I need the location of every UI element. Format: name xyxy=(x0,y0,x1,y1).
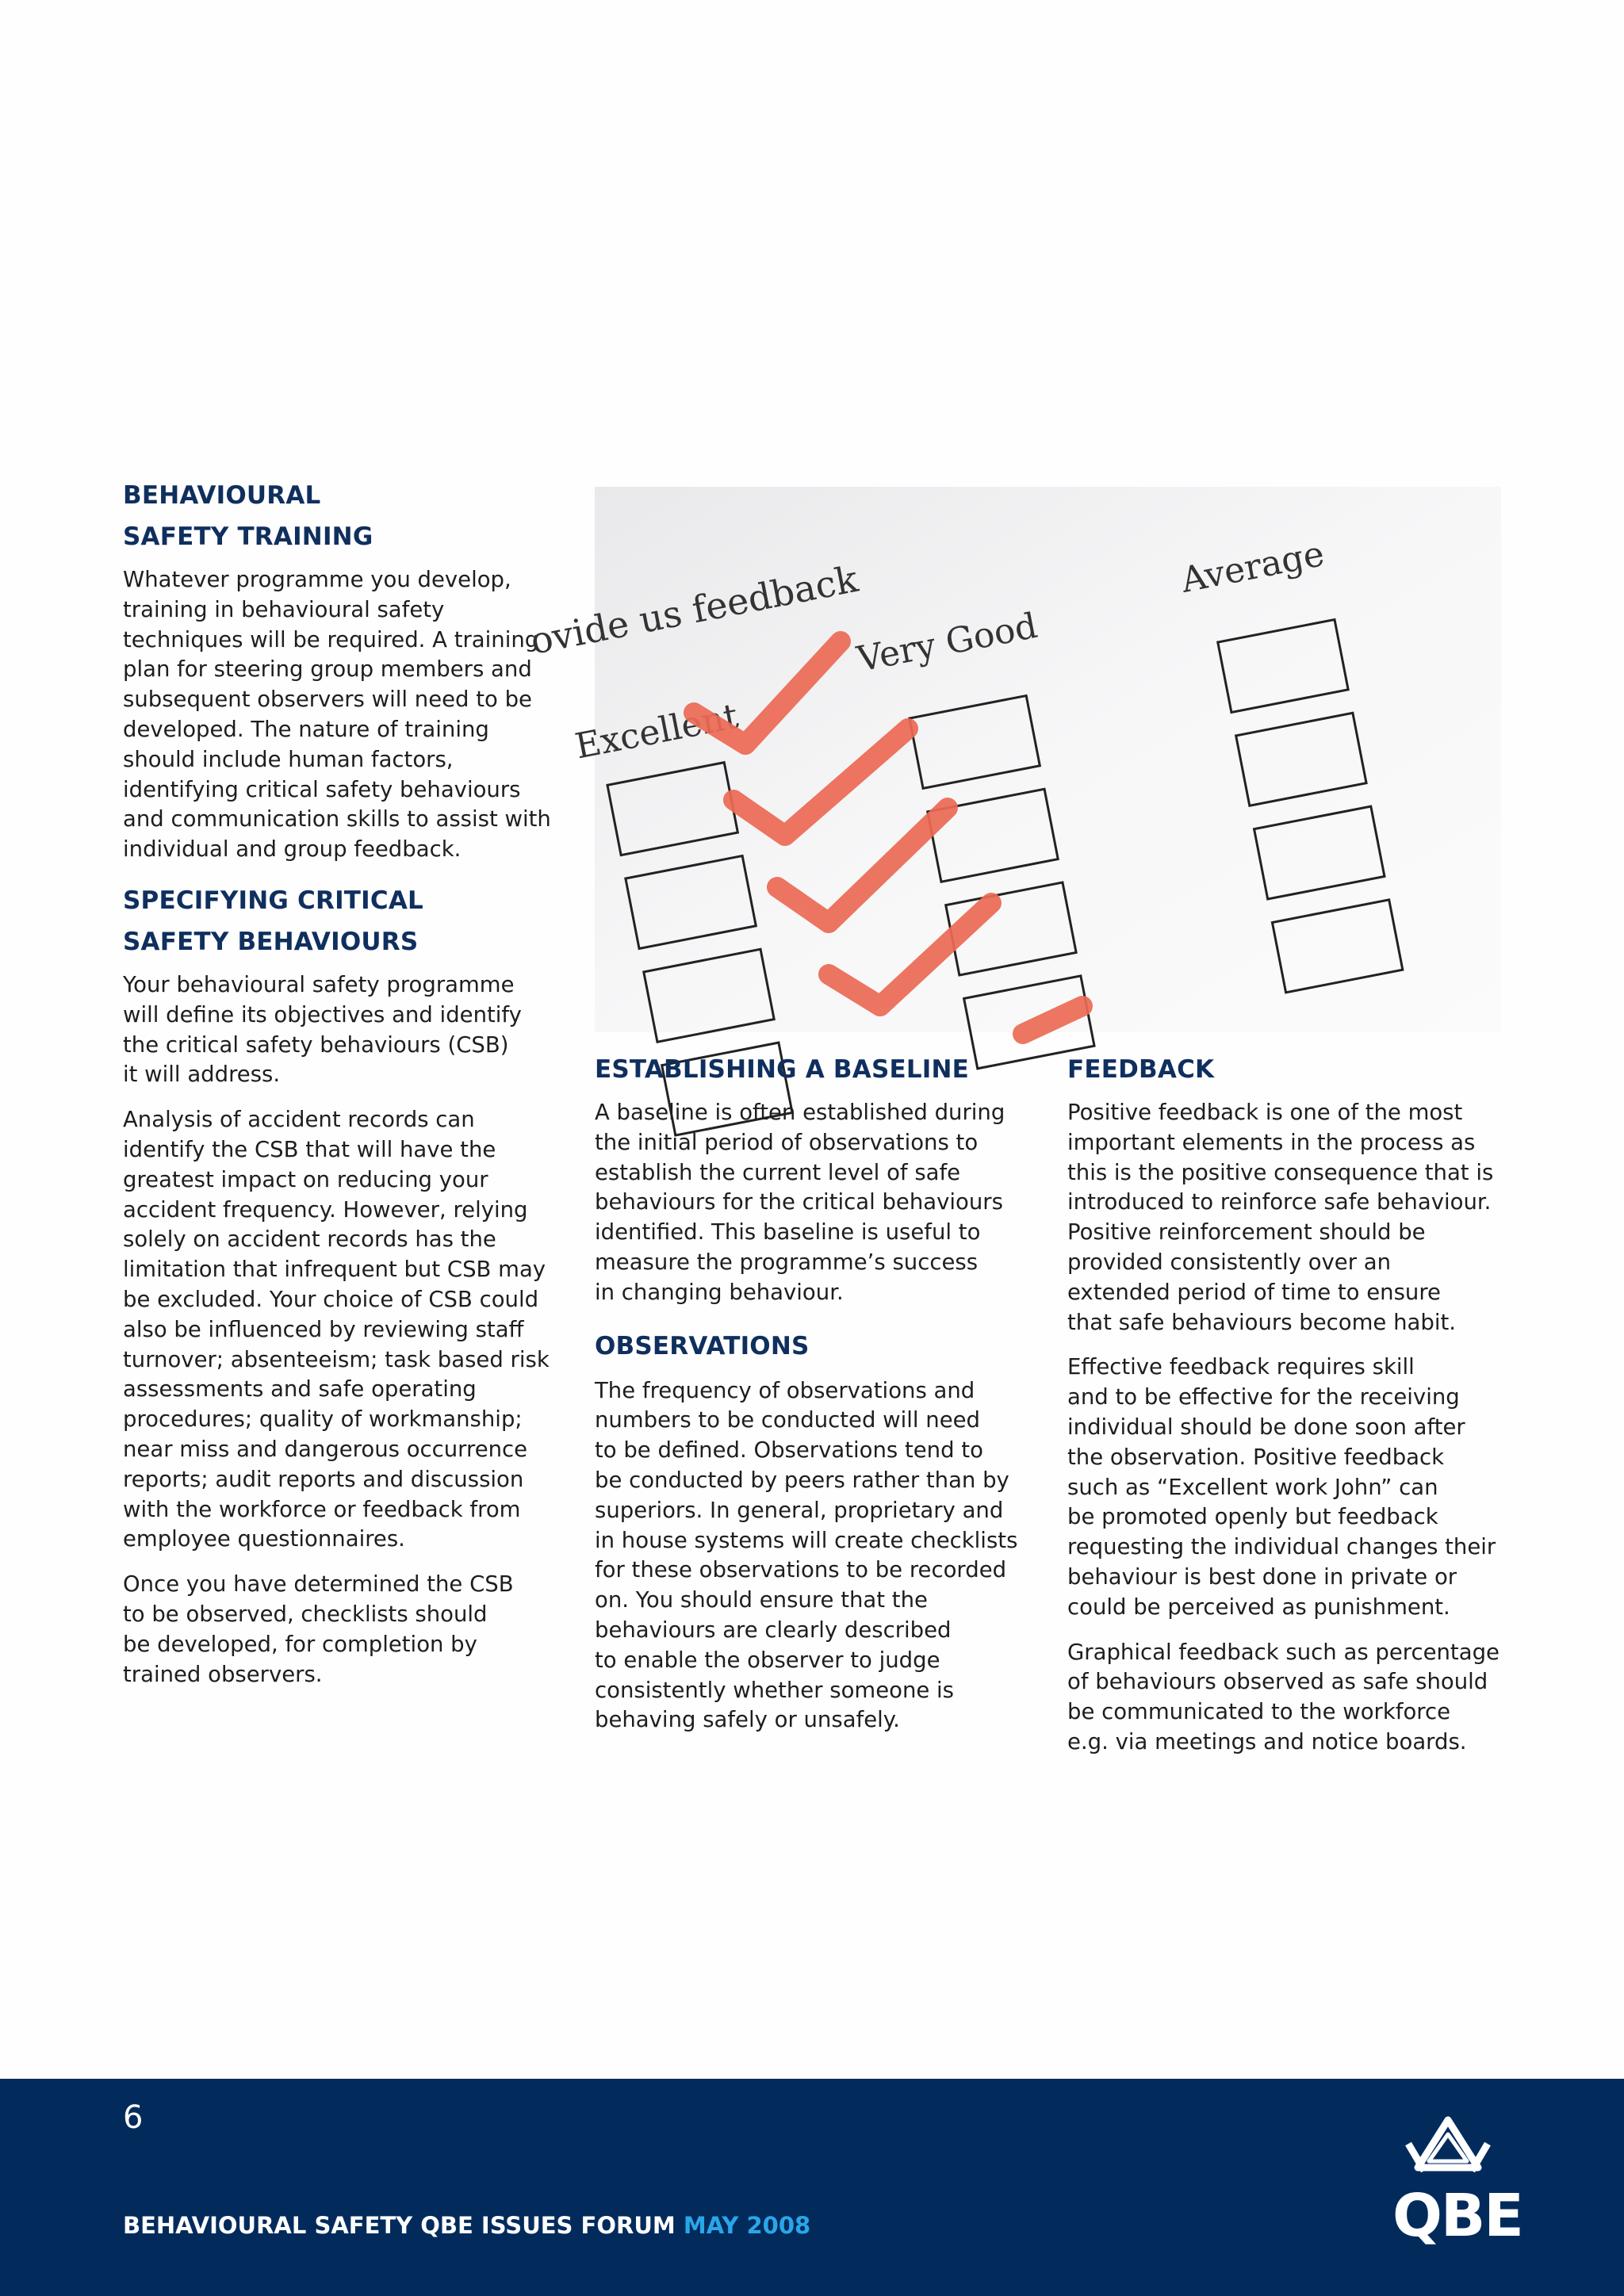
text-line: individual and group feedback. xyxy=(123,836,462,863)
text-line: identifying critical safety behaviours xyxy=(123,776,521,802)
paragraph-positive-feedback xyxy=(1067,1098,1511,1337)
text-line: provided consistently over an xyxy=(1067,1249,1392,1275)
text-line: Your behavioural safety programme xyxy=(123,971,515,997)
form-header-text: ovide us feedback xyxy=(527,557,862,663)
text-line: techniques will be required. A training xyxy=(123,626,539,652)
text-line: in changing behaviour. xyxy=(595,1279,844,1305)
text-line: and to be effective for the receiving xyxy=(1067,1384,1460,1410)
text-line: solely on accident records has the xyxy=(123,1226,496,1253)
heading-establishing-a-baseline: ESTABLISHING A BASELINE xyxy=(595,1055,970,1084)
col-label-very-good: Very Good xyxy=(853,605,1041,680)
text-line: Effective feedback requires skill xyxy=(1067,1354,1415,1380)
text-line: establish the current level of safe xyxy=(595,1159,961,1185)
text-line: Graphical feedback such as percentage xyxy=(1067,1639,1500,1665)
text-line: introduced to reinforce safe behaviour. xyxy=(1067,1189,1492,1215)
text-line: superiors. In general, proprietary and xyxy=(595,1497,1004,1523)
col-label-average: Average xyxy=(1178,534,1328,601)
text-line: Once you have determined the CSB xyxy=(123,1571,514,1598)
text-line: Whatever programme you develop, xyxy=(123,567,511,592)
text-line: individual should be done soon after xyxy=(1067,1414,1465,1440)
heading-feedback: FEEDBACK xyxy=(1067,1055,1215,1084)
paragraph-programme-objectives xyxy=(123,970,567,1090)
text-line: The frequency of observations and xyxy=(595,1377,975,1403)
paragraph-graphical-feedback xyxy=(1067,1638,1511,1758)
paragraph-observations xyxy=(595,1376,1039,1736)
text-line: identify the CSB that will have the xyxy=(123,1136,496,1162)
text-line: Analysis of accident records can xyxy=(123,1107,475,1133)
text-line: the critical safety behaviours (CSB) xyxy=(123,1031,509,1058)
text-line: will define its objectives and identify xyxy=(123,1001,522,1027)
paragraph-accident-records xyxy=(123,1105,567,1555)
text-line: also be influenced by reviewing staff xyxy=(123,1316,524,1342)
issue-date: MAY 2008 xyxy=(683,2212,811,2239)
text-line: assessments and safe operating xyxy=(123,1376,477,1402)
text-line: identified. This baseline is useful to xyxy=(595,1219,981,1246)
text-line: requesting the individual changes their xyxy=(1067,1534,1496,1560)
text-line: measure the programme’s success xyxy=(595,1249,979,1275)
paragraph-baseline xyxy=(595,1098,1039,1308)
text-line: be conducted by peers rather than by xyxy=(595,1467,1009,1493)
text-line: near miss and dangerous occurrence xyxy=(123,1436,528,1462)
heading-observations: OBSERVATIONS xyxy=(595,1331,810,1360)
paragraph-training xyxy=(123,565,567,865)
text-line: trained observers. xyxy=(123,1661,323,1687)
text-line: A baseline is often established during xyxy=(595,1100,1005,1125)
text-line: should include human factors, xyxy=(123,746,454,772)
text-line: turnover; absenteeism; task based risk xyxy=(123,1346,550,1372)
text-line: subsequent observers will need to be xyxy=(123,687,532,713)
right-column xyxy=(1067,1049,1511,1773)
text-line: be promoted openly but feedback xyxy=(1067,1504,1438,1530)
text-line: e.g. via meetings and notice boards. xyxy=(1067,1728,1467,1755)
text-line: this is the positive consequence that is xyxy=(1067,1159,1494,1185)
text-line: consistently whether someone is xyxy=(595,1677,954,1703)
text-line: could be perceived as punishment. xyxy=(1067,1594,1450,1620)
paragraph-checklists xyxy=(123,1570,567,1689)
text-line: such as “Excellent work John” can xyxy=(1067,1474,1438,1500)
text-line: that safe behaviours become habit. xyxy=(1067,1309,1456,1335)
text-line: Positive feedback is one of the most xyxy=(1067,1100,1463,1125)
text-line: numbers to be conducted will need xyxy=(595,1407,981,1433)
heading-specifying-critical-safety-behaviours xyxy=(123,880,567,962)
text-line: behaviour is best done in private or xyxy=(1067,1563,1457,1590)
text-line: to be defined. Observations tend to xyxy=(595,1437,983,1464)
text-line: to be observed, checklists should xyxy=(123,1601,488,1627)
text-line: extended period of time to ensure xyxy=(1067,1279,1441,1305)
page-number: 6 xyxy=(123,2099,144,2136)
paragraph-effective-feedback xyxy=(1067,1353,1511,1622)
text-line: on. You should ensure that the xyxy=(595,1587,928,1613)
text-line: be developed, for completion by xyxy=(123,1631,477,1657)
text-line: the initial period of observations to xyxy=(595,1129,979,1155)
text-line: accident frequency. However, relying xyxy=(123,1196,528,1223)
text-line: employee questionnaires. xyxy=(123,1526,405,1552)
text-line: in house systems will create checklists xyxy=(595,1527,1018,1553)
qbe-logo-text: QBE xyxy=(1392,2182,1522,2250)
text-line: be communicated to the workforce xyxy=(1067,1699,1451,1725)
text-line: developed. The nature of training xyxy=(123,716,489,742)
text-line: plan for steering group members and xyxy=(123,656,532,683)
text-line: be excluded. Your choice of CSB could xyxy=(123,1286,539,1312)
text-line: reports; audit reports and discussion xyxy=(123,1466,524,1492)
middle-column xyxy=(595,1049,1039,1751)
text-line: for these observations to be recorded xyxy=(595,1557,1007,1583)
text-line: greatest impact on reducing your xyxy=(123,1166,488,1192)
footer-bar xyxy=(0,2079,1624,2296)
text-line: SAFETY TRAINING xyxy=(123,522,373,551)
text-line: to enable the observer to judge xyxy=(595,1647,940,1673)
text-line: BEHAVIOURAL xyxy=(123,481,321,510)
heading-behavioural-safety-training xyxy=(123,475,567,557)
text-line: behaving safely or unsafely. xyxy=(595,1707,900,1733)
text-line: important elements in the process as xyxy=(1067,1129,1476,1155)
col-label-excellent: Excellent xyxy=(572,695,742,767)
issue-title xyxy=(123,2212,810,2239)
text-line: procedures; quality of workmanship; xyxy=(123,1406,523,1433)
text-line: and communication skills to assist with xyxy=(123,806,551,832)
text-line: with the workforce or feedback from xyxy=(123,1496,521,1522)
issue-title-text: BEHAVIOURAL SAFETY QBE ISSUES FORUM xyxy=(123,2212,676,2239)
feedback-form-image xyxy=(527,487,1501,1032)
checklist-photo xyxy=(527,487,1501,1032)
text-line: behaviours for the critical behaviours xyxy=(595,1189,1003,1215)
text-line: SPECIFYING CRITICAL xyxy=(123,886,423,915)
text-line: of behaviours observed as safe should xyxy=(1067,1669,1488,1695)
text-line: training in behavioural safety xyxy=(123,596,445,622)
text-line: Positive reinforcement should be xyxy=(1067,1219,1426,1246)
text-line: behaviours are clearly described xyxy=(595,1617,952,1643)
left-column xyxy=(123,475,567,1705)
text-line: SAFETY BEHAVIOURS xyxy=(123,927,419,956)
text-line: the observation. Positive feedback xyxy=(1067,1444,1445,1470)
text-line: limitation that infrequent but CSB may xyxy=(123,1257,546,1283)
text-line: it will address. xyxy=(123,1062,281,1088)
